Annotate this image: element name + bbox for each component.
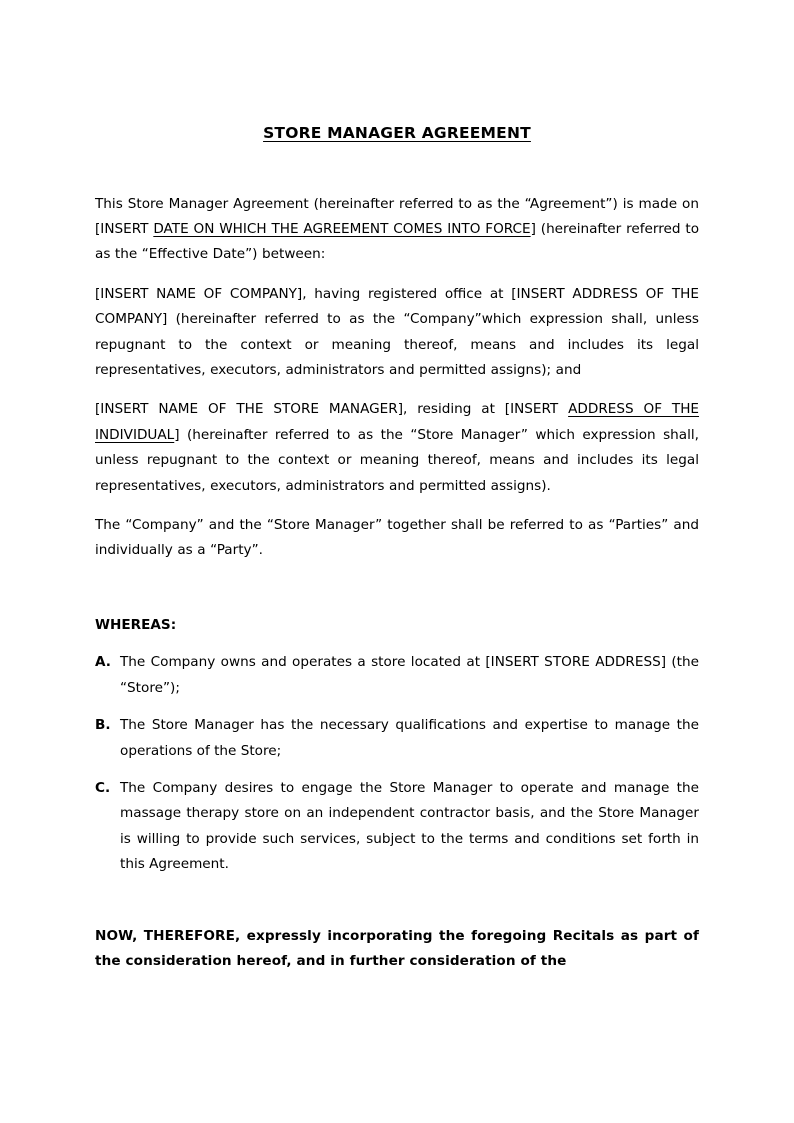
list-item-marker: B. (95, 717, 111, 734)
whereas-heading: WHEREAS: (95, 616, 177, 633)
manager-text-before: [INSERT NAME OF THE STORE MANAGER], residing at [INSERT (95, 401, 569, 418)
manager-text-after: ] (hereinafter referred to as the “Store Manager” which expression shall, unless repugnant to the context or meaning thereof, means and includes its legal representatives, executors, administrators and permitted assigns). (95, 426, 699, 494)
intro-text-after: ] (hereinafter referred to as the “Effective Date”) between: (95, 221, 700, 263)
list-item (95, 650, 699, 701)
manager-party-paragraph (95, 397, 699, 499)
list-item-text: The Company desires to engage the Store Manager to operate and manage the massage therapy store on an independent contractor basis, and the Store Manager is willing to provide such services, subject to the terms and conditions set forth in this Agreement. (120, 779, 699, 873)
intro-text-before: This Store Manager Agreement (hereinafter referred to as the “Agreement”) is made on [INSERT (95, 195, 699, 237)
parties-definition-paragraph: The “Company” and the “Store Manager” together shall be referred to as “Parties” and individually as a “Party”. (95, 517, 699, 559)
recitals-list (95, 638, 699, 877)
page-title (95, 0, 699, 143)
title-spacer (95, 143, 699, 192)
list-item-text: The Company owns and operates a store located at [INSERT STORE ADDRESS] (the “Store”); (120, 654, 699, 696)
document-body (95, 0, 699, 974)
list-item (95, 713, 699, 764)
company-party-paragraph: [INSERT NAME OF COMPANY], having registered office at [INSERT ADDRESS OF THE COMPANY] (hereinafter referred to as the “Company”which expression shall, unless repugnant to the context or meaning thereof, means and includes its legal representatives, executors, administrators and permitted assigns); and (95, 285, 699, 379)
list-item-marker: A. (95, 654, 111, 671)
insert-individual-address-placeholder: ADDRESS OF THE INDIVIDUAL (95, 401, 700, 443)
closing-paragraph: NOW, THEREFORE, expressly incorporating the foregoing Recitals as part of the consideration hereof, and in further consideration of the (95, 927, 699, 969)
page-title-text: STORE MANAGER AGREEMENT (263, 124, 531, 142)
list-item-marker: C. (95, 779, 111, 796)
list-item-text: The Store Manager has the necessary qualifications and expertise to manage the operations of the Store; (120, 717, 699, 759)
intro-paragraph (95, 192, 699, 268)
list-item (95, 776, 699, 878)
insert-date-placeholder: DATE ON WHICH THE AGREEMENT COMES INTO FORCE (153, 221, 531, 237)
